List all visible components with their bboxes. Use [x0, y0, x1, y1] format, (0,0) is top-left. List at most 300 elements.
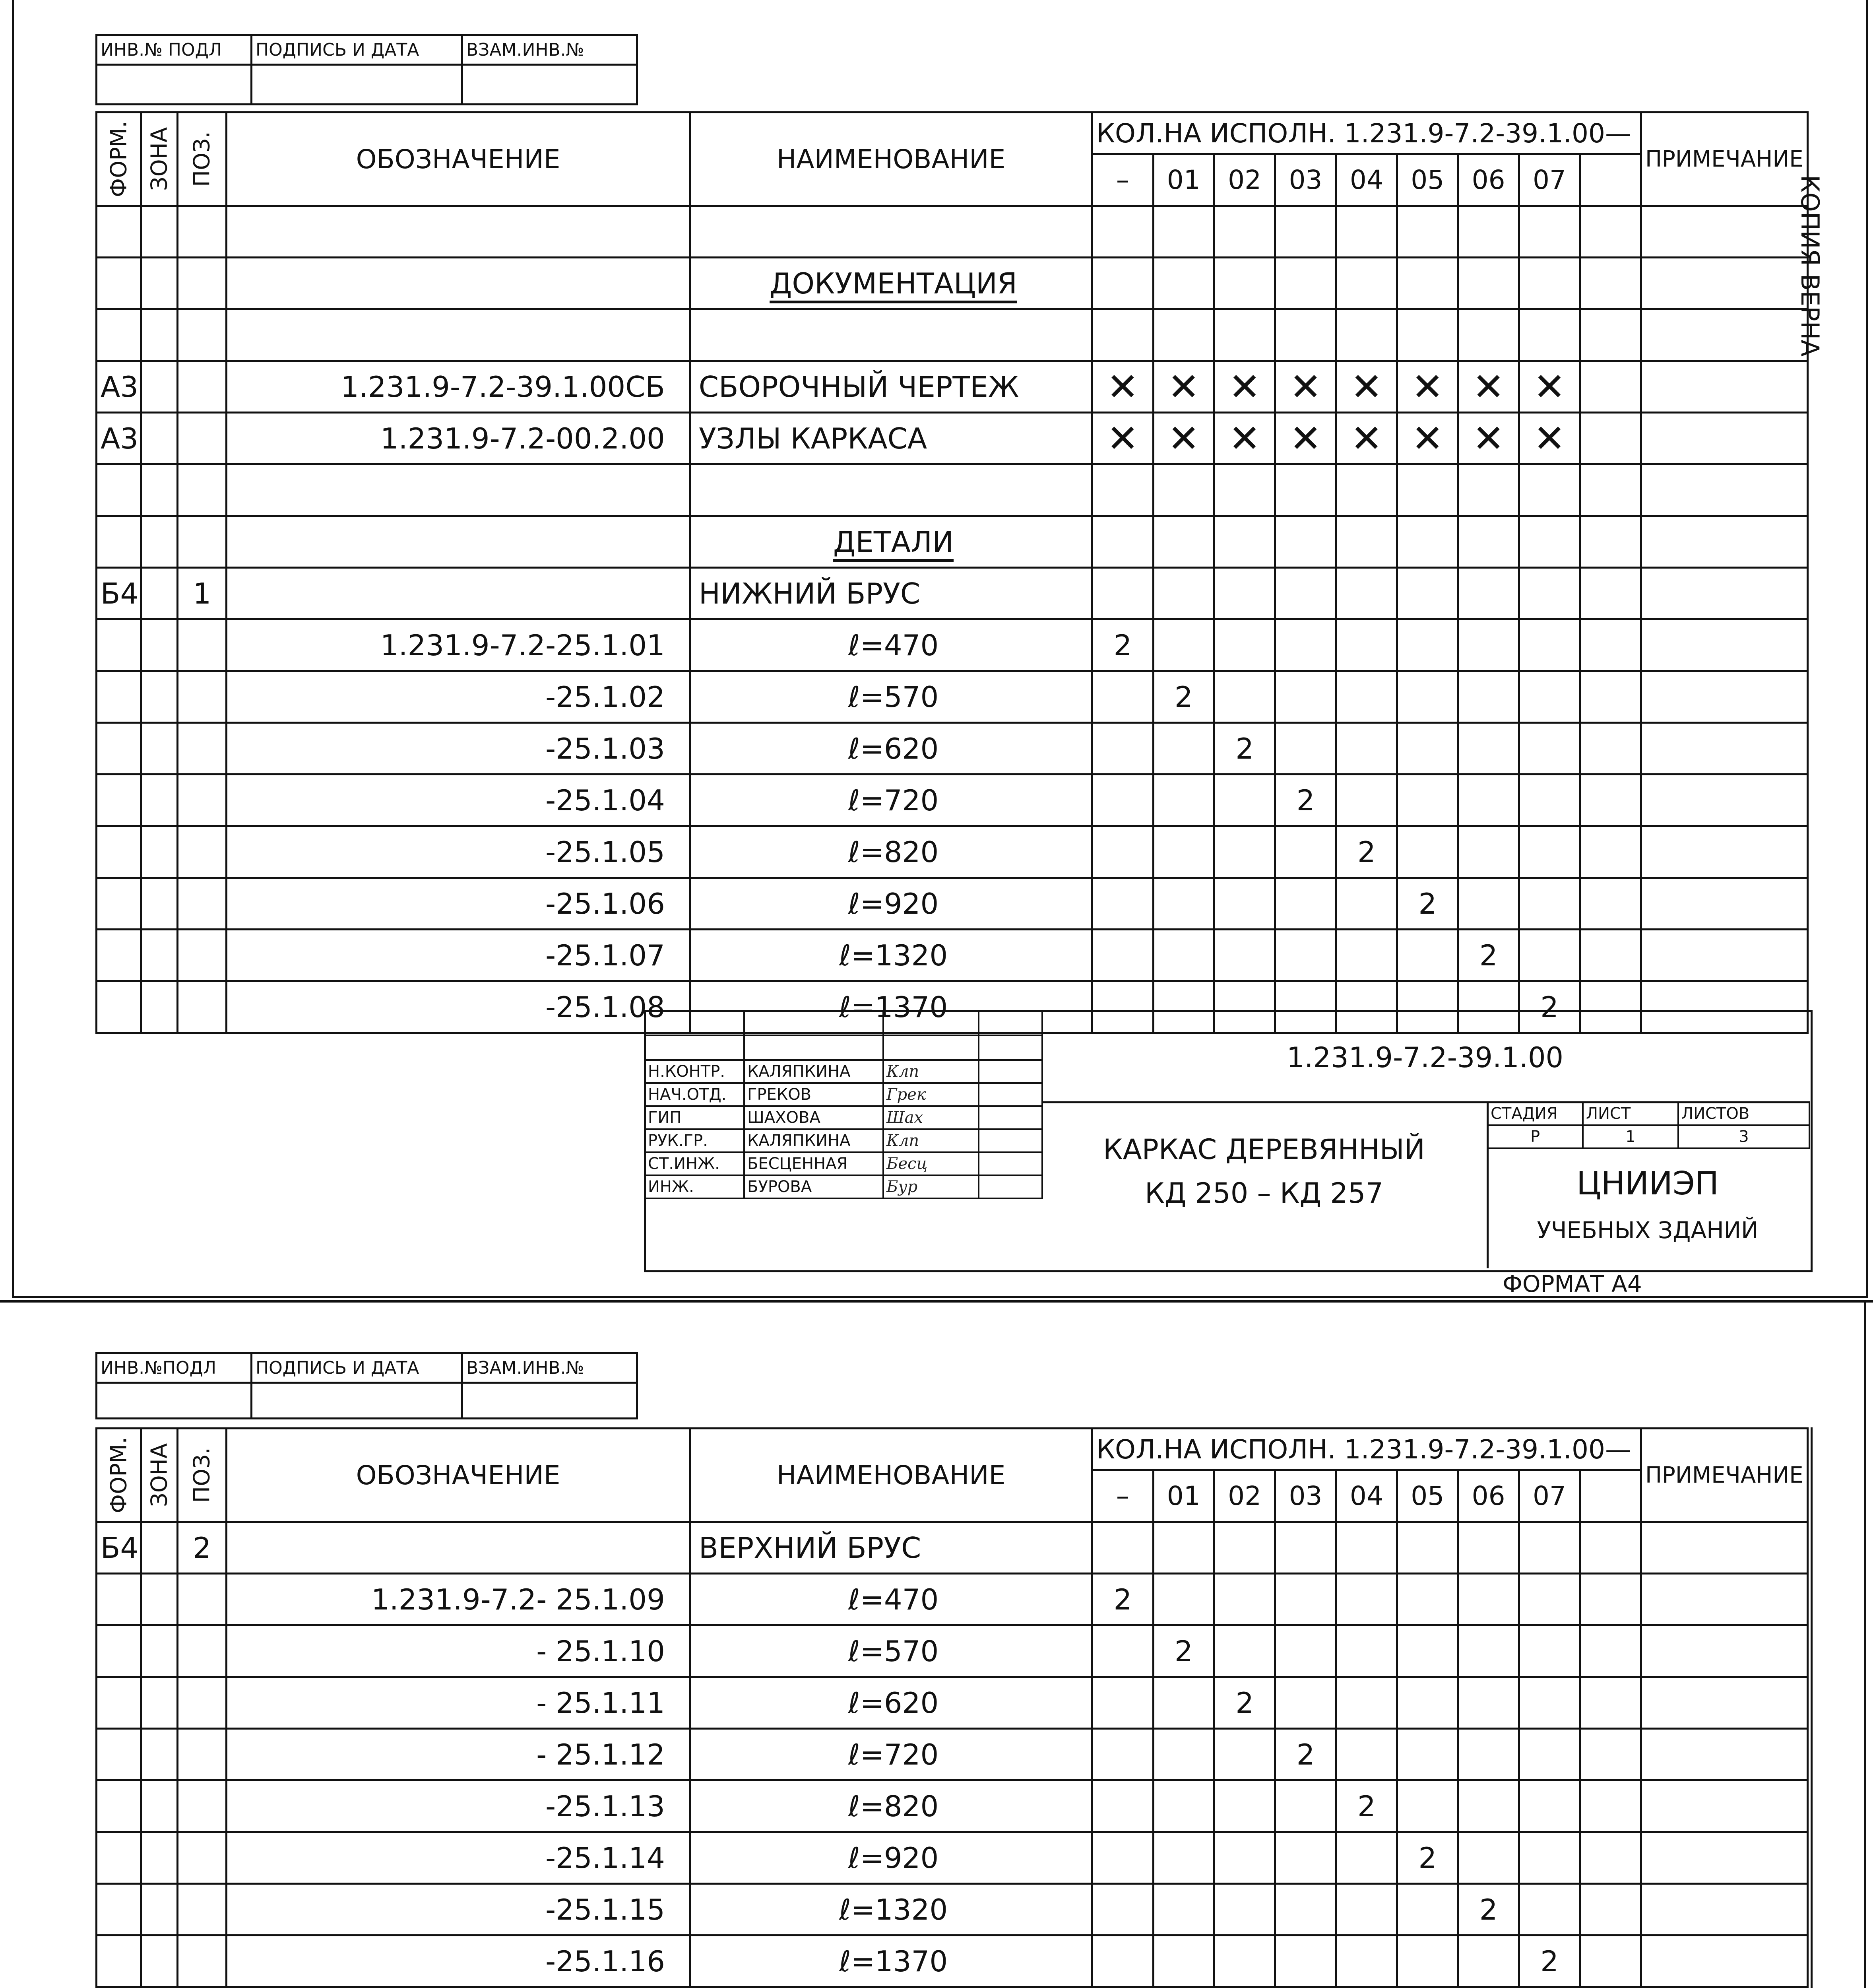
cell-qty: [1214, 309, 1275, 361]
signer-empty-cell: [645, 1011, 744, 1035]
cell-qty: [1519, 775, 1580, 826]
signer-role: РУК.ГР.: [645, 1129, 744, 1152]
cell-form: Б4: [97, 568, 141, 619]
cell-designation: 1.231.9-7.2-25.1.01: [227, 619, 690, 671]
cell-qty: [1275, 516, 1336, 568]
cell-qty: 2: [1336, 1780, 1397, 1832]
cell-form: [97, 981, 141, 1033]
cell-qty: [1397, 1884, 1458, 1936]
cell-pos: [178, 1780, 227, 1832]
sheet1-title-line2: КД 250 – КД 257: [1145, 1177, 1383, 1209]
cell-qty: [1458, 464, 1519, 516]
cell-name: ℓ=1320: [690, 930, 1092, 981]
stamp-sign-label: ПОДПИСЬ И ДАТА: [252, 1353, 462, 1383]
cell-form: [97, 1832, 141, 1884]
table-row: [97, 413, 1808, 464]
signer-signature: Клп: [883, 1060, 979, 1083]
cell-note: [1641, 361, 1807, 413]
signer-date: [979, 1152, 1042, 1175]
signer-date: [979, 1106, 1042, 1129]
cell-zone: [141, 1625, 178, 1677]
cell-qty: [1214, 206, 1275, 258]
col-name: НАИМЕНОВАНИЕ: [690, 113, 1092, 206]
cell-name: УЗЛЫ КАРКАСА: [690, 413, 1092, 464]
cell-note: [1641, 206, 1807, 258]
variant-col: 04: [1336, 154, 1397, 206]
cell-designation: [227, 464, 690, 516]
cell-qty: [1214, 775, 1275, 826]
cell-qty: [1397, 775, 1458, 826]
cell-qty: [1519, 206, 1580, 258]
cell-qty-empty: [1580, 413, 1641, 464]
cell-qty: [1458, 671, 1519, 723]
cell-qty: ✕: [1519, 413, 1580, 464]
cell-qty: [1092, 1884, 1153, 1936]
cell-qty-empty: [1580, 775, 1641, 826]
table-row: [97, 1780, 1808, 1832]
cell-qty: [1214, 671, 1275, 723]
cell-form: [97, 1780, 141, 1832]
cell-qty: [1275, 619, 1336, 671]
table-row: [97, 1574, 1808, 1625]
table-row: [97, 1936, 1808, 1987]
cell-qty-empty: [1580, 464, 1641, 516]
cell-qty: [1397, 464, 1458, 516]
cell-qty: [1153, 1936, 1214, 1987]
signer-row: [645, 1060, 1042, 1083]
signer-name: КАЛЯПКИНА: [744, 1129, 883, 1152]
cell-qty: [1092, 1729, 1153, 1780]
cell-form: [97, 1884, 141, 1936]
cell-note: [1641, 1574, 1807, 1625]
table-row: [97, 206, 1808, 258]
cell-zone: [141, 826, 178, 878]
cell-qty: [1275, 309, 1336, 361]
cell-qty: [1336, 206, 1397, 258]
table-row: [97, 723, 1808, 775]
cell-qty: [1336, 671, 1397, 723]
signer-row: [645, 1129, 1042, 1152]
sheet2-spec-table: [95, 1427, 1809, 1988]
cell-qty: [1458, 619, 1519, 671]
table-row: [97, 878, 1808, 930]
variant-col: 06: [1458, 1470, 1519, 1522]
cell-qty: ✕: [1458, 413, 1519, 464]
cell-qty: [1519, 930, 1580, 981]
variant-col-empty: [1580, 1470, 1641, 1522]
signer-empty-cell: [744, 1011, 883, 1035]
cell-zone: [141, 516, 178, 568]
sheet1-title-line1: КАРКАС ДЕРЕВЯННЫЙ: [1103, 1133, 1425, 1166]
cell-qty: [1153, 464, 1214, 516]
cell-name: ДЕТАЛИ: [690, 516, 1092, 568]
stamp-cell: [252, 65, 462, 105]
variant-col: 07: [1519, 1470, 1580, 1522]
cell-qty: [1092, 309, 1153, 361]
cell-qty: [1153, 826, 1214, 878]
signer-row: [645, 1175, 1042, 1198]
cell-qty: [1336, 1574, 1397, 1625]
cell-qty-empty: [1580, 930, 1641, 981]
cell-qty: [1519, 1729, 1580, 1780]
cell-designation: -25.1.05: [227, 826, 690, 878]
table-row: [97, 1625, 1808, 1677]
cell-qty: [1458, 568, 1519, 619]
cell-zone: [141, 930, 178, 981]
cell-pos: [178, 464, 227, 516]
signer-signature: Грек: [883, 1083, 979, 1106]
cell-qty: [1397, 671, 1458, 723]
cell-qty: [1336, 930, 1397, 981]
cell-name: ℓ=720: [690, 1729, 1092, 1780]
cell-zone: [141, 1522, 178, 1574]
cell-qty: [1458, 1522, 1519, 1574]
cell-qty: [1214, 1729, 1275, 1780]
cell-note: [1641, 464, 1807, 516]
cell-qty: [1153, 723, 1214, 775]
cell-qty: [1519, 671, 1580, 723]
cell-qty: [1153, 619, 1214, 671]
signer-empty-cell: [883, 1035, 979, 1060]
cell-qty: [1458, 1625, 1519, 1677]
cell-zone: [141, 723, 178, 775]
cell-qty: [1519, 258, 1580, 309]
cell-qty: [1092, 671, 1153, 723]
cell-note: [1641, 1884, 1807, 1936]
cell-name: ℓ=470: [690, 1574, 1092, 1625]
cell-zone: [141, 361, 178, 413]
cell-name: ℓ=1370: [690, 1936, 1092, 1987]
col-name: НАИМЕНОВАНИЕ: [690, 1429, 1092, 1522]
cell-qty: [1153, 878, 1214, 930]
cell-zone: [141, 1677, 178, 1729]
cell-qty-empty: [1580, 671, 1641, 723]
cell-qty: [1519, 1522, 1580, 1574]
cell-qty: [1092, 1936, 1153, 1987]
cell-designation: [227, 258, 690, 309]
table-row: [97, 516, 1808, 568]
cell-qty-empty: [1580, 361, 1641, 413]
cell-qty: [1336, 1677, 1397, 1729]
cell-qty: [1092, 258, 1153, 309]
cell-qty: [1397, 206, 1458, 258]
cell-qty: [1397, 826, 1458, 878]
cell-note: [1641, 309, 1807, 361]
cell-note: [1641, 1625, 1807, 1677]
cell-qty: [1519, 619, 1580, 671]
cell-qty-empty: [1580, 1936, 1641, 1987]
cell-form: [97, 258, 141, 309]
table-row: [97, 464, 1808, 516]
cell-qty: [1519, 1574, 1580, 1625]
cell-qty: 2: [1153, 671, 1214, 723]
cell-qty: [1092, 723, 1153, 775]
cell-qty: [1397, 516, 1458, 568]
table-row: [97, 1832, 1808, 1884]
cell-qty: [1275, 1780, 1336, 1832]
cell-qty: [1336, 1884, 1397, 1936]
table-row: [97, 775, 1808, 826]
cell-zone: [141, 1832, 178, 1884]
cell-qty: [1519, 568, 1580, 619]
cell-qty: [1519, 1677, 1580, 1729]
signer-signature: Бур: [883, 1175, 979, 1198]
cell-qty: 2: [1519, 1936, 1580, 1987]
cell-qty: ✕: [1214, 413, 1275, 464]
signer-role: Н.КОНТР.: [645, 1060, 744, 1083]
cell-qty: [1397, 1936, 1458, 1987]
stage-label: СТАДИЯ: [1487, 1102, 1583, 1125]
cell-form: [97, 1677, 141, 1729]
variant-col: 05: [1397, 154, 1458, 206]
col-zone: ЗОНА: [141, 1429, 178, 1522]
sheet-divider: [0, 1300, 1873, 1303]
cell-qty: ✕: [1153, 361, 1214, 413]
cell-qty-empty: [1580, 309, 1641, 361]
cell-designation: [227, 568, 690, 619]
variant-col: –: [1092, 154, 1153, 206]
sheet1-org-sub: УЧЕБНЫХ ЗДАНИЙ: [1537, 1217, 1759, 1244]
cell-qty: [1458, 1677, 1519, 1729]
cell-name: ℓ=470: [690, 619, 1092, 671]
cell-qty: [1336, 878, 1397, 930]
signer-empty-cell: [979, 1035, 1042, 1060]
signer-signature: Шах: [883, 1106, 979, 1129]
cell-qty: [1336, 1936, 1397, 1987]
variant-col: 02: [1214, 1470, 1275, 1522]
cell-qty: [1458, 1832, 1519, 1884]
cell-qty: [1214, 826, 1275, 878]
cell-qty: [1458, 1574, 1519, 1625]
cell-qty: [1336, 1729, 1397, 1780]
cell-qty: [1214, 1936, 1275, 1987]
cell-qty: [1092, 1677, 1153, 1729]
cell-qty: [1092, 516, 1153, 568]
col-pos: ПОЗ.: [178, 1429, 227, 1522]
cell-qty: [1153, 309, 1214, 361]
cell-qty: [1397, 1574, 1458, 1625]
col-qty: КОЛ.НА ИСПОЛН. 1.231.9-7.2-39.1.00—: [1092, 1429, 1641, 1470]
cell-designation: -25.1.02: [227, 671, 690, 723]
cell-pos: [178, 1574, 227, 1625]
table-row: [97, 309, 1808, 361]
cell-qty: [1397, 1677, 1458, 1729]
cell-qty: [1519, 723, 1580, 775]
cell-zone: [141, 1780, 178, 1832]
cell-qty: [1519, 516, 1580, 568]
cell-qty: [1092, 826, 1153, 878]
cell-qty: [1336, 1832, 1397, 1884]
cell-pos: [178, 361, 227, 413]
table-row: [97, 568, 1808, 619]
cell-qty: 2: [1275, 1729, 1336, 1780]
col-zone: ЗОНА: [141, 113, 178, 206]
cell-qty: [1519, 826, 1580, 878]
cell-qty: [1214, 1625, 1275, 1677]
cell-qty: ✕: [1092, 361, 1153, 413]
signer-empty-cell: [744, 1035, 883, 1060]
signer-role: НАЧ.ОТД.: [645, 1083, 744, 1106]
cell-qty: [1336, 464, 1397, 516]
cell-qty: [1092, 568, 1153, 619]
col-note: ПРИМЕЧАНИЕ: [1641, 113, 1807, 206]
cell-qty: ✕: [1458, 361, 1519, 413]
cell-form: [97, 671, 141, 723]
variant-col: 01: [1153, 154, 1214, 206]
table-row: [97, 930, 1808, 981]
cell-qty: ✕: [1092, 413, 1153, 464]
cell-qty: [1214, 878, 1275, 930]
cell-qty: [1214, 1522, 1275, 1574]
signer-name: ШАХОВА: [744, 1106, 883, 1129]
cell-qty: 2: [1214, 1677, 1275, 1729]
cell-qty: [1214, 516, 1275, 568]
cell-qty-empty: [1580, 1884, 1641, 1936]
cell-note: [1641, 1832, 1807, 1884]
cell-qty: 2: [1336, 826, 1397, 878]
stage-value: Р: [1487, 1125, 1583, 1148]
cell-pos: [178, 671, 227, 723]
cell-designation: 1.231.9-7.2- 25.1.09: [227, 1574, 690, 1625]
cell-qty: ✕: [1214, 361, 1275, 413]
cell-qty: [1336, 1625, 1397, 1677]
cell-qty: 2: [1214, 723, 1275, 775]
cell-qty: [1153, 1832, 1214, 1884]
sheet1-doc-number: 1.231.9-7.2-39.1.00: [1286, 1041, 1564, 1074]
cell-qty: 2: [1458, 1884, 1519, 1936]
cell-qty: [1214, 568, 1275, 619]
cell-qty: [1275, 1884, 1336, 1936]
table-row: [97, 1884, 1808, 1936]
cell-note: [1641, 826, 1807, 878]
cell-qty: 2: [1153, 1625, 1214, 1677]
cell-form: [97, 930, 141, 981]
cell-designation: -25.1.07: [227, 930, 690, 981]
cell-qty: [1519, 1884, 1580, 1936]
cell-name: ℓ=720: [690, 775, 1092, 826]
cell-designation: -25.1.13: [227, 1780, 690, 1832]
cell-qty: [1214, 1832, 1275, 1884]
variant-col: 04: [1336, 1470, 1397, 1522]
copy-stamp: КОПИЯ ВЕРНА: [1795, 175, 1825, 357]
cell-pos: [178, 930, 227, 981]
cell-qty-empty: [1580, 723, 1641, 775]
cell-qty: [1458, 206, 1519, 258]
cell-qty: [1275, 258, 1336, 309]
stamp-cell: [252, 1383, 462, 1419]
cell-qty: [1397, 1729, 1458, 1780]
table-row: [97, 619, 1808, 671]
cell-qty: 2: [1519, 981, 1580, 1033]
cell-qty: [1275, 671, 1336, 723]
cell-pos: [178, 1625, 227, 1677]
cell-form: [97, 1574, 141, 1625]
cell-designation: - 25.1.12: [227, 1729, 690, 1780]
table-row: [97, 826, 1808, 878]
table-row: [97, 671, 1808, 723]
cell-qty: ✕: [1275, 413, 1336, 464]
cell-qty: [1336, 1522, 1397, 1574]
signer-date: [979, 1175, 1042, 1198]
cell-qty: [1092, 206, 1153, 258]
cell-pos: [178, 258, 227, 309]
cell-pos: 2: [178, 1522, 227, 1574]
cell-qty: ✕: [1336, 361, 1397, 413]
cell-qty: [1153, 258, 1214, 309]
cell-qty: [1275, 1832, 1336, 1884]
variant-col: 02: [1214, 154, 1275, 206]
cell-note: [1641, 619, 1807, 671]
signer-date: [979, 1083, 1042, 1106]
cell-qty: 2: [1397, 1832, 1458, 1884]
cell-name: НИЖНИЙ БРУС: [690, 568, 1092, 619]
cell-name: ℓ=920: [690, 878, 1092, 930]
cell-qty: [1153, 1574, 1214, 1625]
cell-name: [690, 309, 1092, 361]
cell-qty: [1397, 568, 1458, 619]
cell-designation: -25.1.06: [227, 878, 690, 930]
cell-qty: [1153, 775, 1214, 826]
cell-note: [1641, 775, 1807, 826]
cell-qty: [1397, 258, 1458, 309]
cell-zone: [141, 1884, 178, 1936]
cell-name: ℓ=570: [690, 671, 1092, 723]
cell-name: ℓ=570: [690, 1625, 1092, 1677]
cell-qty: 2: [1458, 930, 1519, 981]
cell-qty: [1519, 464, 1580, 516]
cell-note: [1641, 1729, 1807, 1780]
cell-pos: [178, 1884, 227, 1936]
table-row: [97, 1677, 1808, 1729]
cell-qty-empty: [1580, 1729, 1641, 1780]
cell-qty: [1092, 878, 1153, 930]
cell-designation: [227, 1522, 690, 1574]
cell-zone: [141, 464, 178, 516]
sheet1-spec-table: [95, 111, 1809, 1034]
cell-qty: [1153, 1729, 1214, 1780]
cell-qty: [1336, 775, 1397, 826]
cell-form: [97, 206, 141, 258]
signer-name: КАЛЯПКИНА: [744, 1060, 883, 1083]
cell-form: [97, 826, 141, 878]
cell-name: ℓ=920: [690, 1832, 1092, 1884]
cell-name: ДОКУМЕНТАЦИЯ: [690, 258, 1092, 309]
cell-qty: [1153, 516, 1214, 568]
cell-note: [1641, 1677, 1807, 1729]
cell-qty: [1275, 1936, 1336, 1987]
cell-qty: 2: [1275, 775, 1336, 826]
signer-name: БУРОВА: [744, 1175, 883, 1198]
cell-designation: [227, 516, 690, 568]
stamp-cell: [97, 1383, 252, 1419]
cell-qty: 2: [1397, 878, 1458, 930]
cell-pos: [178, 413, 227, 464]
cell-note: [1641, 1522, 1807, 1574]
stamp-replace-label: ВЗАМ.ИНВ.№: [462, 35, 637, 65]
cell-qty: [1519, 878, 1580, 930]
cell-name: ℓ=620: [690, 723, 1092, 775]
col-designation: ОБОЗНАЧЕНИЕ: [227, 113, 690, 206]
cell-qty: [1153, 930, 1214, 981]
cell-note: [1641, 516, 1807, 568]
cell-qty: [1092, 1625, 1153, 1677]
cell-qty: [1336, 619, 1397, 671]
cell-qty: [1153, 568, 1214, 619]
cell-qty: [1397, 619, 1458, 671]
cell-name: ℓ=820: [690, 1780, 1092, 1832]
cell-qty: [1397, 1522, 1458, 1574]
cell-zone: [141, 981, 178, 1033]
